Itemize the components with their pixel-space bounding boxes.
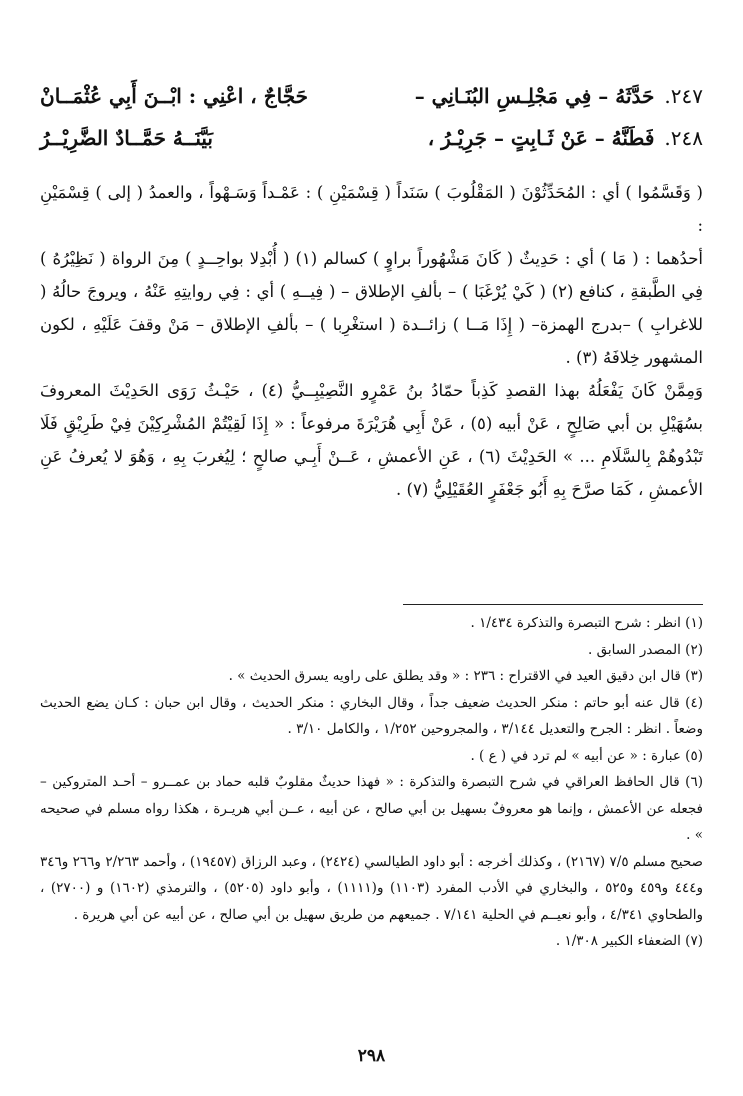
verse-248 (40, 126, 703, 150)
footnote: (٣) قال ابن دقيق العيد في الاقتراح : ٢٣٦ : « وقد يطلق على راويه يسرق الحديث » . (228, 668, 703, 684)
commentary-text (40, 176, 703, 506)
footnote: (٤) قال عنه أبو حاتم : منكر الحديث ضعيف جداً ، وقال البخاري : منكر الحديث ، وقال ابن حبان : كـان يضع الحديث وضعاً . انظر : الجرح والتعديل ٣/١٤٤ ، والمجروحين ١/٢٥٢ ، والكامل ٣/١٠ . (40, 694, 703, 737)
paragraph: ( وَقَسَّمُوا ) أي : المُحَدِّثُوْنَ ( المَقْلُوبَ ) سَنَداً ( قِسْمَيْنِ ) : عَمْـداً وَسَـهْواً ، والعمدُ ( إلى ) قِسْمَيْنِ : (40, 183, 703, 235)
verse-first-hemistich: فَطَنَّهُ – عَنْ ثَـابِتٍ – جَرِيْـرُ ، (427, 126, 655, 150)
footnote: (٢) المصدر السابق . (588, 641, 703, 658)
footnote-divider (403, 604, 703, 605)
verse-second-hemistich: حَجَّاجٌ ، اعْنِي : ابْــنَ أَبِي عُثْمَــانْ (40, 84, 308, 108)
footnotes (40, 610, 703, 955)
footnote: صحيح مسلم ٧/٥ (٢١٦٧) ، وكذلك أخرجه : أبو داود الطيالسي (٢٤٢٤) ، وعبد الرزاق (١٩٤٥٧) ، وأحمد ٢/٢٦٣ و٢٦٦ و٣٤٦ و٤٤٤ و٤٥٩ و٥٢٥ ، والبخاري في الأدب المفرد (١١٠٣) و(١١١١) ، وأبو داود (٥٢٠٥) ، والترمذي (١٦٠٢) و (٢٧٠٠) ، والطحاوي ٤/٣٤١ ، وأبو نعيــم في الحلية ٧/١٤١ . جميعهم من طريق سهيل بن أبي صالح ، عن أبيه عن أبي هريرة . (40, 853, 704, 923)
paragraph: وَمِمَّنْ كَانَ يَفْعَلُهُ بهذا القصدِ كَذِباً حمّادُ بنُ عَمْرٍو النَّصِيْبِــيُّ (٤) ، حَيْـثُ رَوَى الحَدِيْثَ المعروفَ بسُهَيْلِ بن أبي صَالِحٍ ، عَنْ أبيه (٥) ، عَنْ أَبِي هُرَيْرَةَ مرفوعاً : « إِذَا لَقِيْتُمْ المُشْرِكِيْنَ فِيْ طَرِيْقٍ فَلَا تَبْدُوهُمْ بِالسَّلَامِ ... » الحَدِيْثَ (٦) ، عَنِ الأعمشِ ، عَــنْ أَبِـي صالحٍ ؛ لِيُغربَ بِهِ ، وَهُوَ لا يُعرفُ عَنِ الأعمشِ ، كَمَا صرَّحَ بِهِ أَبُو جَعْفَرٍ العُقَيْلِيُّ (٧) . (40, 381, 704, 499)
verse-number: ٢٤٨. (664, 126, 703, 150)
verse-247 (40, 84, 703, 108)
footnote: (٧) الضعفاء الكبير ١/٣٠٨ . (555, 933, 703, 949)
verse-first-hemistich: حَدَّثَهُ – فِي مَجْلِـسِ البُنَـانِي – (414, 84, 655, 108)
page-number: ٢٩٨ (357, 1046, 386, 1066)
footnote: (١) انظر : شرح التبصرة والتذكرة ١/٤٣٤ . (470, 615, 703, 631)
footnote: (٦) قال الحافظ العراقي في شرح التبصرة والتذكرة : « فهذا حديثٌ مقلوبٌ قلبه حماد بن عمــرو – أحـد المتروكين – فجعله عن الأعمش ، وإنما هو معروفٌ بسهيل بن أبي صالح ، عن أبيه ، عــن أبي هريـرة ، هكذا رواه مسلم في صحيحه » . (40, 774, 703, 843)
footnote: (٥) عبارة : « عن أبيه » لم ترد في ( ع ) . (470, 747, 703, 764)
verse-second-hemistich: بَيَّنَــهُ حَمَّــادٌ الضَّرِيْــرُ (40, 126, 213, 150)
verse-number: ٢٤٧. (664, 84, 703, 108)
paragraph: أحدُهما : ( مَا ) أي : حَدِيثٌ ( كَانَ مَشْهُوراً براوٍ ) كسالم (١) ( أُبْدِلا بواحِــدٍ ) مِنَ الرواة ( نَظِيْرُهُ ) فِي الطَّبقةِ ، كنافع (٢) ( كَيْ يُرْغَبَا ) – بألفِ الإطلاق – ( فِيــهِ ) أي : فِي روايتِهِ عَنْهُ ، ويروجَ حالُهُ ( للاغرابِ ) –بدرج الهمزة– ( إِذَا مَــا ) زائــدة ( استغْرِبا ) – بألفِ الإطلاق – مَنْ وقفَ عَلَيْهِ ، لكون المشهور خِلافَهُ (٣) . (40, 249, 704, 367)
